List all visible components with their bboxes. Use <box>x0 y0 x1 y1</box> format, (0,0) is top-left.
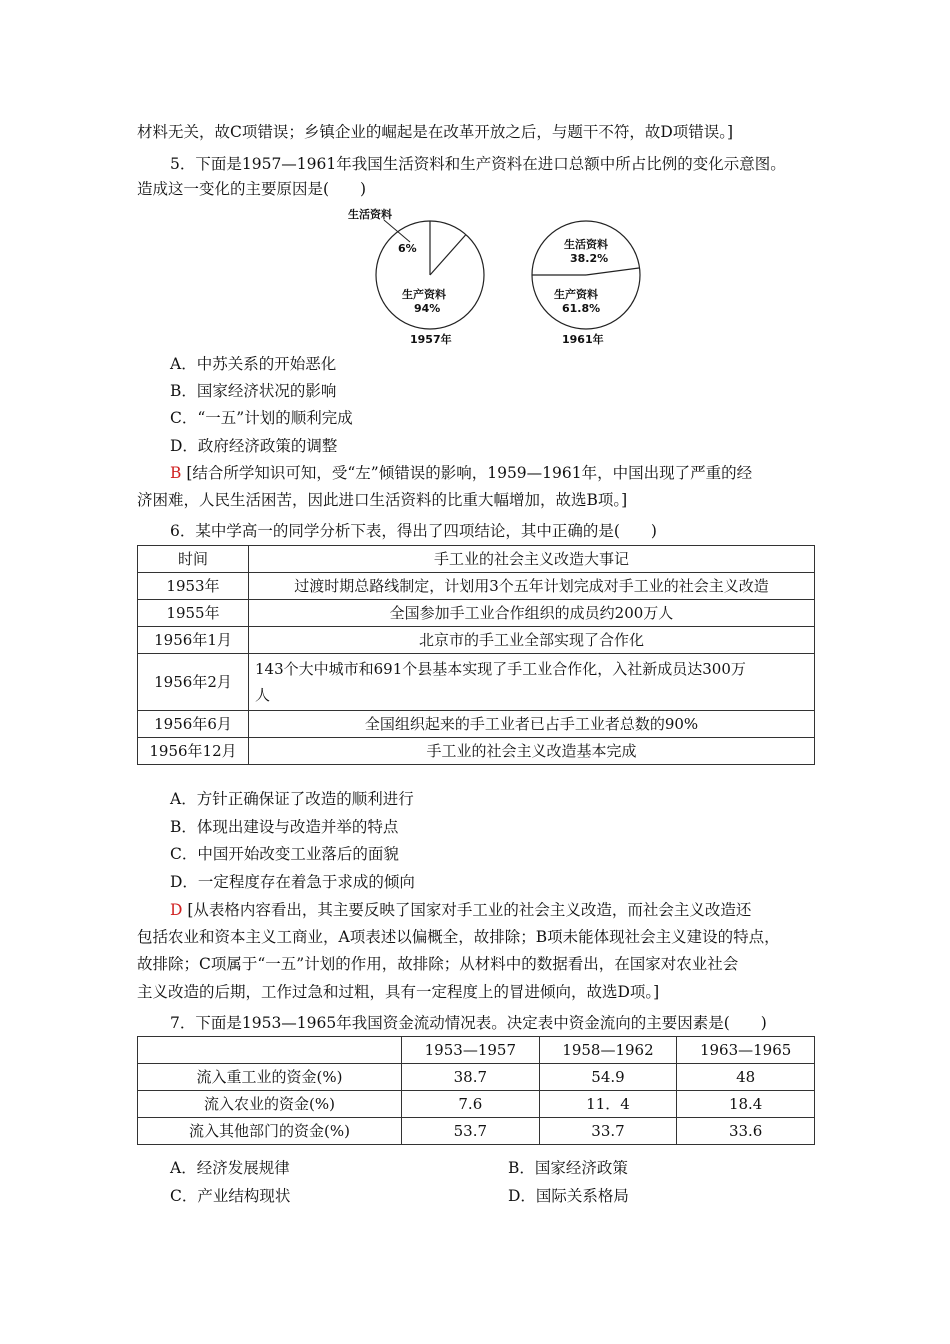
pie-1957-leader <box>384 220 410 242</box>
table-cell: 7.6 <box>402 1091 540 1118</box>
table-cell: 全国参加手工业合作组织的成员约200万人 <box>249 600 815 627</box>
q5-option-a: A．中苏关系的开始恶化 <box>170 355 337 373</box>
q5-option-c: C．“一五”计划的顺利完成 <box>170 409 353 427</box>
table-header-row <box>138 546 815 573</box>
pie-1961-label-production: 生产资料 <box>554 288 598 301</box>
pie-1961-label-living: 生活资料 <box>564 238 608 251</box>
table-cell: 1956年2月 <box>138 654 249 711</box>
q6-explanation-cont: 主义改造的后期，工作过急和过粗，具有一定程度上的冒进倾向，故选D项。] <box>137 983 660 1001</box>
pie-1961-title: 1961年 <box>562 333 604 346</box>
pie-1957-label-living: 生活资料 <box>348 208 392 221</box>
table-cell: 北京市的手工业全部实现了合作化 <box>249 627 815 654</box>
table-cell: 11．4 <box>539 1091 677 1118</box>
table-row <box>138 600 815 627</box>
q7-table <box>137 1036 815 1145</box>
table-row <box>138 1118 815 1145</box>
table-cell: 手工业的社会主义改造基本完成 <box>249 738 815 765</box>
table-cell: 流入农业的资金(%) <box>138 1091 402 1118</box>
q6-option-b: B．体现出建设与改造并举的特点 <box>170 818 399 836</box>
table-header-cell: 1958—1962 <box>539 1037 677 1064</box>
table-cell: 53.7 <box>402 1118 540 1145</box>
q5-answer: B <box>170 464 182 482</box>
table-cell-line: 人 <box>255 686 271 704</box>
table-cell: 全国组织起来的手工业者已占手工业者总数的90% <box>249 711 815 738</box>
q6-explanation-text: [从表格内容看出，其主要反映了国家对手工业的社会主义改造，而社会主义改造还 <box>187 901 752 919</box>
q7-option-a: A．经济发展规律 <box>170 1159 290 1177</box>
q6-option-c: C．中国开始改变工业落后的面貌 <box>170 845 399 863</box>
table-row <box>138 1064 815 1091</box>
table-cell: 33.6 <box>677 1118 815 1145</box>
table-cell: 1955年 <box>138 600 249 627</box>
table-row <box>138 627 815 654</box>
table-cell: 过渡时期总路线制定，计划用3个五年计划完成对手工业的社会主义改造 <box>249 573 815 600</box>
table-header-cell: 1953—1957 <box>402 1037 540 1064</box>
q6-table <box>137 545 815 765</box>
q6-option-d: D．一定程度存在着急于求成的倾向 <box>170 873 415 891</box>
table-cell: 1956年1月 <box>138 627 249 654</box>
q5-stem-cont: 造成这一变化的主要原因是( ) <box>137 180 367 198</box>
table-header-cell: 1963—1965 <box>677 1037 815 1064</box>
table-cell: 48 <box>677 1064 815 1091</box>
q6-explanation-cont: 故排除；C项属于“一五”计划的作用，故排除；从材料中的数据看出，在国家对农业社会 <box>137 955 739 973</box>
q7-option-d: D．国际关系格局 <box>508 1187 629 1205</box>
table-cell: 18.4 <box>677 1091 815 1118</box>
q5-pie-charts <box>340 200 680 350</box>
q7-stem: 7．下面是1953—1965年我国资金流动情况表。决定表中资金流向的主要因素是( ) <box>170 1014 767 1032</box>
table-cell: 54.9 <box>539 1064 677 1091</box>
table-header-row <box>138 1037 815 1064</box>
table-cell: 33.7 <box>539 1118 677 1145</box>
table-cell: 1953年 <box>138 573 249 600</box>
table-cell <box>249 654 815 711</box>
table-header-cell <box>138 1037 402 1064</box>
pie-1961-value-living: 38.2% <box>570 252 609 265</box>
table-cell: 38.7 <box>402 1064 540 1091</box>
q6-stem: 6．某中学高一的同学分析下表，得出了四项结论，其中正确的是( ) <box>170 522 657 540</box>
q5-stem: 5．下面是1957—1961年我国生活资料和生产资料在进口总额中所占比例的变化示意图。 <box>170 155 786 173</box>
table-cell: 流入重工业的资金(%) <box>138 1064 402 1091</box>
q5-explanation <box>170 461 752 485</box>
table-header-cell: 时间 <box>138 546 249 573</box>
q5-explanation-text: [结合所学知识可知，受“左”倾错误的影响，1959—1961年，中国出现了严重的经 <box>186 464 753 482</box>
table-cell: 流入其他部门的资金(%) <box>138 1118 402 1145</box>
q6-explanation <box>170 898 751 922</box>
q5-explanation-cont: 济困难，人民生活困苦，因此进口生活资料的比重大幅增加，故选B项。] <box>137 491 628 509</box>
table-row <box>138 654 815 711</box>
q6-option-a: A．方针正确保证了改造的顺利进行 <box>170 790 414 808</box>
pie-1957-divider-b <box>430 235 466 275</box>
pie-1957 <box>348 207 484 346</box>
q7-option-b: B．国家经济政策 <box>508 1159 628 1177</box>
pie-1961-divider-b <box>586 268 639 275</box>
q5-option-b: B．国家经济状况的影响 <box>170 382 337 400</box>
table-cell: 1956年12月 <box>138 738 249 765</box>
pie-1957-title: 1957年 <box>410 333 452 346</box>
pie-1957-value-living: 6% <box>398 242 417 255</box>
table-cell: 1956年6月 <box>138 711 249 738</box>
table-header-cell: 手工业的社会主义改造大事记 <box>249 546 815 573</box>
table-row <box>138 573 815 600</box>
q6-answer: D <box>170 901 183 919</box>
q5-option-d: D．政府经济政策的调整 <box>170 437 338 455</box>
table-row <box>138 738 815 765</box>
table-row <box>138 711 815 738</box>
q6-explanation-cont: 包括农业和资本主义工商业，A项表述以偏概全，故排除；B项未能体现社会主义建设的特点， <box>137 928 780 946</box>
pie-1961 <box>532 221 640 346</box>
pie-1957-value-production: 94% <box>414 302 441 315</box>
table-row <box>138 1091 815 1118</box>
q7-option-c: C．产业结构现状 <box>170 1187 291 1205</box>
pie-1957-label-production: 生产资料 <box>402 288 446 301</box>
intro-line: 材料无关，故C项错误；乡镇企业的崛起是在改革开放之后，与题干不符，故D项错误。] <box>137 123 734 141</box>
pie-1961-value-production: 61.8% <box>562 302 601 315</box>
table-cell-line: 143个大中城市和691个县基本实现了手工业合作化，入社新成员达300万 <box>255 660 746 678</box>
